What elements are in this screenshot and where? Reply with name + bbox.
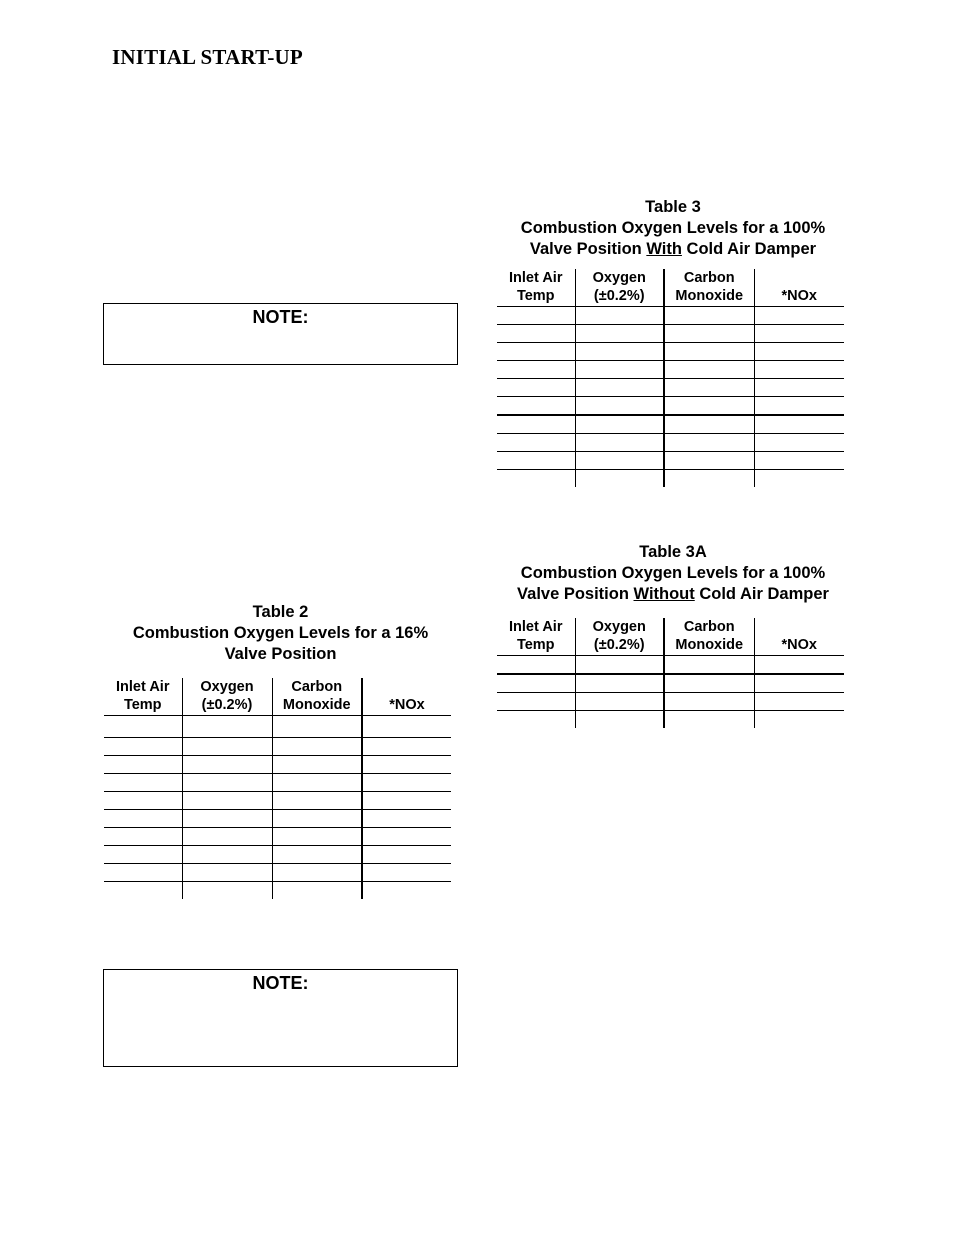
table-cell <box>575 325 664 343</box>
table-cell <box>104 738 182 756</box>
table-cell <box>497 397 575 416</box>
table-cell <box>754 674 844 693</box>
table-row <box>104 864 451 882</box>
table-cell <box>182 716 272 738</box>
table-cell <box>104 864 182 882</box>
table-cell <box>497 343 575 361</box>
table-cell <box>182 846 272 864</box>
table-cell <box>182 864 272 882</box>
table-cell <box>575 674 664 693</box>
table-cell <box>664 656 754 675</box>
table-cell <box>362 828 451 846</box>
table-cell <box>497 361 575 379</box>
table-row <box>104 716 451 738</box>
table-cell <box>362 774 451 792</box>
table3a-caption-title: Table 3A <box>639 543 707 561</box>
table-cell <box>664 693 754 711</box>
table3a-caption <box>497 542 849 605</box>
table-cell <box>664 325 754 343</box>
table-cell <box>575 397 664 416</box>
table-cell <box>272 738 362 756</box>
table3-col-carbon-monoxide: Carbon Monoxide <box>664 269 754 307</box>
table-cell <box>497 379 575 397</box>
table-cell <box>575 452 664 470</box>
table-cell <box>575 379 664 397</box>
table-cell <box>182 774 272 792</box>
table-cell <box>664 361 754 379</box>
table2-col-nox: *NOx <box>362 678 451 716</box>
table-cell <box>575 656 664 675</box>
table-cell <box>272 864 362 882</box>
table-row <box>497 415 844 434</box>
table-cell <box>754 307 844 325</box>
table2-caption-subtitle: Combustion Oxygen Levels for a 16% <box>132 624 429 642</box>
table2-col-oxygen: Oxygen (±0.2%) <box>182 678 272 716</box>
table-cell <box>104 792 182 810</box>
table-cell <box>104 756 182 774</box>
table-cell <box>575 434 664 452</box>
table-row <box>497 397 844 416</box>
table-cell <box>575 693 664 711</box>
table2-caption-subtitle-2: Valve Position <box>224 645 337 663</box>
table-row <box>497 379 844 397</box>
table-cell <box>664 397 754 416</box>
table-cell <box>182 792 272 810</box>
table3a-col-carbon-monoxide: Carbon Monoxide <box>664 618 754 656</box>
table-cell <box>182 810 272 828</box>
table3a-grid <box>497 618 844 728</box>
table-cell <box>754 434 844 452</box>
table-cell <box>104 716 182 738</box>
table-cell <box>497 434 575 452</box>
table-cell <box>182 828 272 846</box>
table-cell <box>497 711 575 729</box>
table3-caption-title: Table 3 <box>645 198 701 216</box>
table-row <box>497 693 844 711</box>
table-cell <box>497 415 575 434</box>
table-cell <box>575 711 664 729</box>
table3-col-nox: *NOx <box>754 269 844 307</box>
table-cell <box>754 693 844 711</box>
table-cell <box>664 343 754 361</box>
table-cell <box>104 774 182 792</box>
table3a-header-row <box>497 618 844 656</box>
table-row <box>497 343 844 361</box>
note-box <box>103 303 458 365</box>
table-row <box>104 810 451 828</box>
table-cell <box>104 828 182 846</box>
table-cell <box>575 343 664 361</box>
table-cell <box>754 343 844 361</box>
table3-header-row <box>497 269 844 307</box>
table-cell <box>754 361 844 379</box>
table-cell <box>362 882 451 900</box>
table-row <box>497 674 844 693</box>
table-cell <box>664 452 754 470</box>
table-cell <box>272 716 362 738</box>
table-row <box>104 846 451 864</box>
table2-caption-title: Table 2 <box>252 603 309 621</box>
table3-caption-subtitle-2: Valve Position With Cold Air Damper <box>529 240 817 258</box>
table2-col-carbon-monoxide: Carbon Monoxide <box>272 678 362 716</box>
note-label: NOTE: <box>252 307 309 327</box>
table-cell <box>754 711 844 729</box>
table-cell <box>362 756 451 774</box>
table-cell <box>362 792 451 810</box>
table3a-caption-subtitle-2: Valve Position Without Cold Air Damper <box>517 585 829 603</box>
table-cell <box>754 470 844 488</box>
table-cell <box>272 792 362 810</box>
table2-header-row <box>104 678 451 716</box>
table3-col-oxygen: Oxygen (±0.2%) <box>575 269 664 307</box>
table-cell <box>362 864 451 882</box>
table-cell <box>362 716 451 738</box>
table-cell <box>497 325 575 343</box>
table-row <box>497 307 844 325</box>
table3-grid <box>497 269 844 487</box>
table3a-col-oxygen: Oxygen (±0.2%) <box>575 618 664 656</box>
table-row <box>497 452 844 470</box>
table-cell <box>754 452 844 470</box>
table-cell <box>272 846 362 864</box>
table-cell <box>497 470 575 488</box>
table2-col-inlet-air-temp: Inlet Air Temp <box>104 678 182 716</box>
table-cell <box>362 738 451 756</box>
table3-caption-subtitle: Combustion Oxygen Levels for a 100% <box>520 219 826 237</box>
table-cell <box>664 674 754 693</box>
table-cell <box>497 693 575 711</box>
table3a-col-nox: *NOx <box>754 618 844 656</box>
table3-caption <box>497 197 849 260</box>
table-row <box>497 434 844 452</box>
table-cell <box>104 810 182 828</box>
table-cell <box>664 711 754 729</box>
table-cell <box>664 434 754 452</box>
table-cell <box>497 307 575 325</box>
table-row <box>497 711 844 729</box>
table2-caption <box>103 602 458 665</box>
table-row <box>104 882 451 900</box>
table-row <box>104 792 451 810</box>
table-cell <box>575 307 664 325</box>
table-cell <box>497 674 575 693</box>
table2-grid <box>104 678 451 899</box>
table-cell <box>272 810 362 828</box>
table-cell <box>497 452 575 470</box>
table-cell <box>182 882 272 900</box>
table-cell <box>272 882 362 900</box>
table-row <box>497 656 844 675</box>
table-cell <box>272 774 362 792</box>
table-cell <box>182 738 272 756</box>
table-row <box>104 738 451 756</box>
table3-col-inlet-air-temp: Inlet Air Temp <box>497 269 575 307</box>
table-row <box>497 470 844 488</box>
table-row <box>104 774 451 792</box>
table-cell <box>664 379 754 397</box>
table3a-caption-emphasis: Without <box>633 585 695 603</box>
table-cell <box>182 756 272 774</box>
table-cell <box>754 397 844 416</box>
table-cell <box>754 379 844 397</box>
note-box <box>103 969 458 1067</box>
table-row <box>104 828 451 846</box>
table-cell <box>664 415 754 434</box>
table-cell <box>362 846 451 864</box>
table-cell <box>754 415 844 434</box>
table-cell <box>104 882 182 900</box>
table-cell <box>754 325 844 343</box>
table-row <box>497 361 844 379</box>
table-cell <box>272 756 362 774</box>
table-cell <box>497 656 575 675</box>
table3a-caption-subtitle: Combustion Oxygen Levels for a 100% <box>520 564 826 582</box>
table-cell <box>664 470 754 488</box>
table-cell <box>754 656 844 675</box>
table3a-col-inlet-air-temp: Inlet Air Temp <box>497 618 575 656</box>
table-cell <box>575 415 664 434</box>
table-cell <box>575 470 664 488</box>
table-cell <box>362 810 451 828</box>
table-cell <box>104 846 182 864</box>
table-row <box>104 756 451 774</box>
note-label: NOTE: <box>252 973 309 993</box>
table-row <box>497 325 844 343</box>
table3-caption-emphasis: With <box>646 240 682 258</box>
page-heading: INITIAL START-UP <box>112 45 303 69</box>
table-cell <box>575 361 664 379</box>
table-cell <box>664 307 754 325</box>
table-cell <box>272 828 362 846</box>
